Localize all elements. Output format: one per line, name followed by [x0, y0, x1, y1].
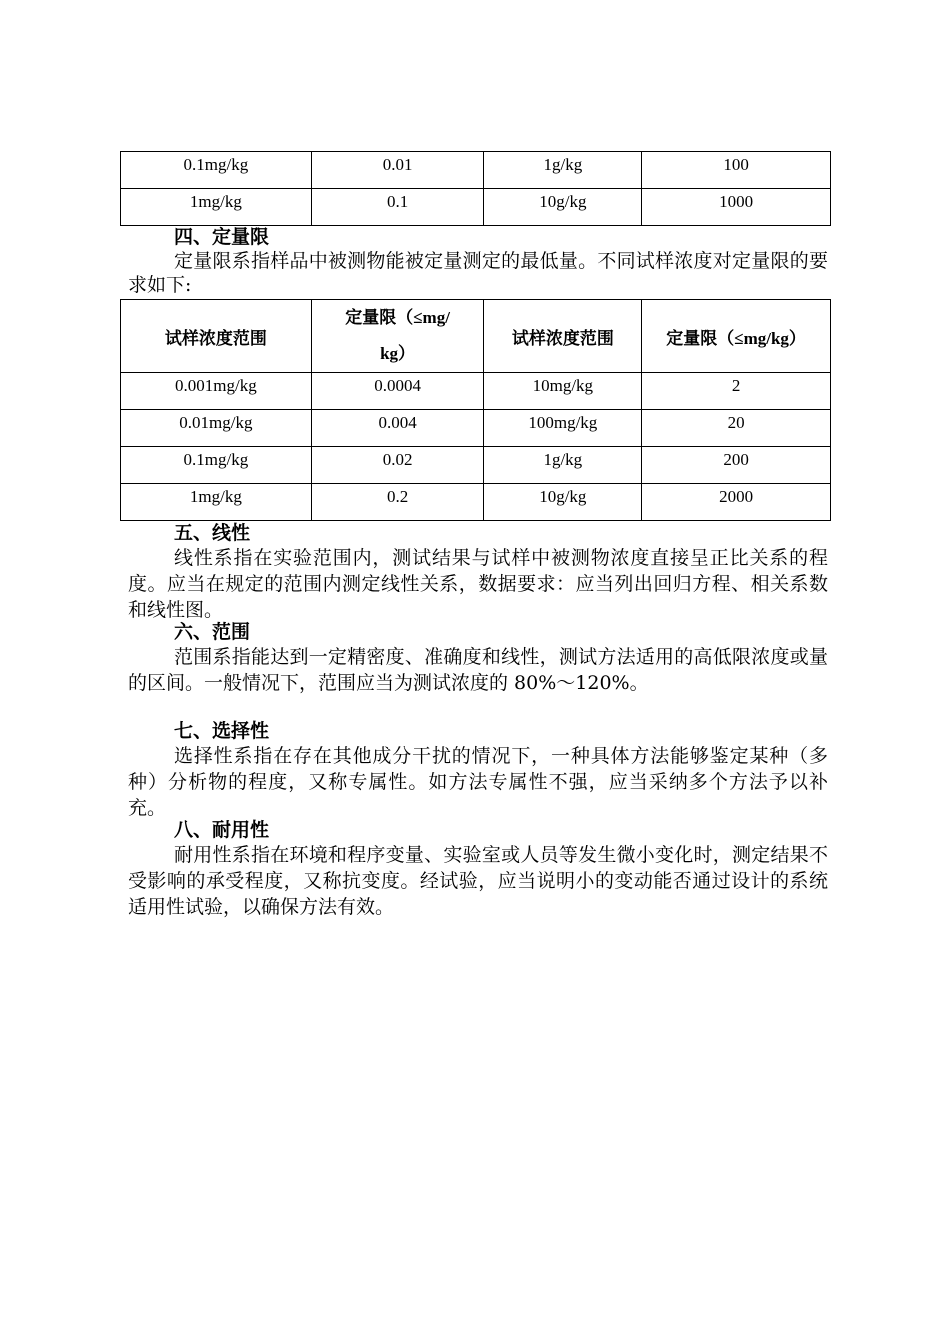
- section-heading: 六、范围: [174, 621, 251, 643]
- section-paragraph: 耐用性系指在环境和程序变量、实验室或人员等发生微小变化时，测定结果不受影响的承受程度，又称抗变度。经试验，应当说明小的变动能否通过设计的系统适用性试验，以确保方法有效。: [128, 844, 828, 918]
- header-line: 定量限（≤mg/: [345, 308, 450, 327]
- table-header-cell: [311, 300, 484, 373]
- table-cell: 0.2: [311, 484, 484, 521]
- section-heading: 七、选择性: [174, 720, 270, 742]
- section-heading: 四、定量限: [174, 226, 270, 248]
- table-header-cell: 试样浓度范围: [121, 300, 312, 373]
- section-heading: 五、线性: [174, 522, 251, 544]
- table-cell: 0.1: [311, 189, 484, 226]
- section-heading: 八、耐用性: [174, 819, 270, 841]
- section-linearity: [128, 522, 828, 623]
- table-header-cell: 试样浓度范围: [484, 300, 642, 373]
- table-row: [121, 189, 831, 226]
- table-cell: 0.01mg/kg: [121, 410, 312, 447]
- table-cell: 0.001mg/kg: [121, 373, 312, 410]
- table-cell: 100mg/kg: [484, 410, 642, 447]
- table-cell: 20: [642, 410, 831, 447]
- section-robustness: [128, 819, 828, 920]
- table-cell: 0.004: [311, 410, 484, 447]
- table-row: [121, 373, 831, 410]
- table-cell: 10g/kg: [484, 484, 642, 521]
- table-cell: 100: [642, 152, 831, 189]
- section-paragraph: 定量限系指样品中被测物能被定量测定的最低量。不同试样浓度对定量限的要求如下:: [128, 250, 828, 296]
- table-cell: 10g/kg: [484, 189, 642, 226]
- section-selectivity: [128, 720, 828, 821]
- section-range: [128, 621, 828, 696]
- section-paragraph: 范围系指能达到一定精密度、准确度和线性，测试方法适用的高低限浓度或量的区间。一般情况下，范围应当为测试浓度的 80%～120%。: [128, 646, 828, 694]
- table-cell: 1mg/kg: [121, 189, 312, 226]
- table-cell: 1g/kg: [484, 447, 642, 484]
- table-cell: 0.1mg/kg: [121, 152, 312, 189]
- table-row: [121, 447, 831, 484]
- table-cell: 2: [642, 373, 831, 410]
- table-cell: 10mg/kg: [484, 373, 642, 410]
- table-cell: 0.0004: [311, 373, 484, 410]
- table-cell: 0.01: [311, 152, 484, 189]
- section-paragraph: 线性系指在实验范围内，测试结果与试样中被测物浓度直接呈正比关系的程度。应当在规定的范围内测定线性关系，数据要求：应当列出回归方程、相关系数和线性图。: [128, 547, 828, 621]
- table-cell: 0.02: [311, 447, 484, 484]
- table-row: [121, 484, 831, 521]
- section-paragraph: 选择性系指在存在其他成分干扰的情况下，一种具体方法能够鉴定某种（多种）分析物的程度，又称专属性。如方法专属性不强，应当采纳多个方法予以补充。: [128, 745, 828, 819]
- table-cell: 1g/kg: [484, 152, 642, 189]
- table-header-cell: 定量限（≤mg/kg）: [642, 300, 831, 373]
- table-cell: 1mg/kg: [121, 484, 312, 521]
- table-row: [121, 410, 831, 447]
- detection-limit-table-continued: [120, 151, 831, 226]
- table-header-row: [121, 300, 831, 373]
- table-cell: 0.1mg/kg: [121, 447, 312, 484]
- table-cell: 200: [642, 447, 831, 484]
- table-row: [121, 152, 831, 189]
- table-cell: 1000: [642, 189, 831, 226]
- section-quantitation-limit: [128, 226, 828, 297]
- quantitation-limit-table: [120, 299, 831, 521]
- table-cell: 2000: [642, 484, 831, 521]
- header-line: kg）: [380, 344, 416, 363]
